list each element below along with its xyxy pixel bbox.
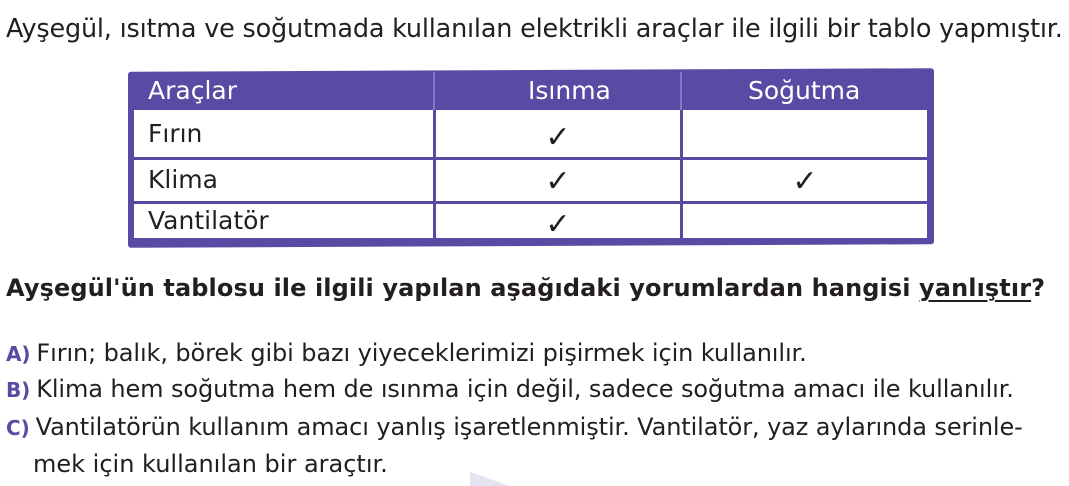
row-name-fan: Vantilatör <box>148 206 269 235</box>
decorative-arrow <box>470 472 510 486</box>
check-mark-fan-cooling <box>683 203 927 245</box>
option-a[interactable] <box>6 339 807 367</box>
row-name-oven: Fırın <box>148 119 203 148</box>
header-tools: Araçlar <box>148 76 237 105</box>
option-c-text: Vantilatörün kullanım amacı yanlış işaretlenmiştir. Vantilatör, yaz aylarında serinle- <box>35 413 1023 441</box>
option-c-continuation: mek için kullanılan bir araçtır. <box>33 450 388 478</box>
header-cooling: Soğutma <box>748 76 861 105</box>
check-mark-ac-cooling: ✓ <box>792 164 818 199</box>
question-text <box>6 274 1045 302</box>
option-c-label: C) <box>6 416 30 440</box>
check-mark-ac-heating: ✓ <box>545 164 571 199</box>
option-b[interactable] <box>6 375 1014 403</box>
option-b-text: Klima hem soğutma hem de ısınma için değil, sadece soğutma amacı ile kullanılır. <box>36 375 1014 403</box>
check-mark-oven-cooling <box>683 116 927 158</box>
option-c[interactable] <box>6 413 1023 441</box>
header-heating: Isınma <box>528 76 611 105</box>
tools-table <box>128 70 934 246</box>
header-separator <box>433 72 435 110</box>
question-prefix: Ayşegül'ün tablosu ile ilgili yapılan aşağıdaki yorumlardan hangisi <box>6 274 920 302</box>
option-b-label: B) <box>6 378 31 402</box>
header-separator <box>680 72 682 110</box>
question-suffix: ? <box>1031 274 1046 302</box>
option-a-label: A) <box>6 342 31 366</box>
row-name-air-conditioner: Klima <box>148 165 218 194</box>
question-emphasis: yanlıştır <box>919 274 1032 302</box>
intro-text: Ayşegül, ısıtma ve soğutmada kullanılan elektrikli araçlar ile ilgili bir tablo yapmıştır. <box>6 14 1063 44</box>
option-a-text: Fırın; balık, börek gibi bazı yiyeceklerimizi pişirmek için kullanılır. <box>36 339 807 367</box>
check-mark-oven-heating: ✓ <box>545 120 571 155</box>
check-mark-fan-heating: ✓ <box>545 207 571 242</box>
